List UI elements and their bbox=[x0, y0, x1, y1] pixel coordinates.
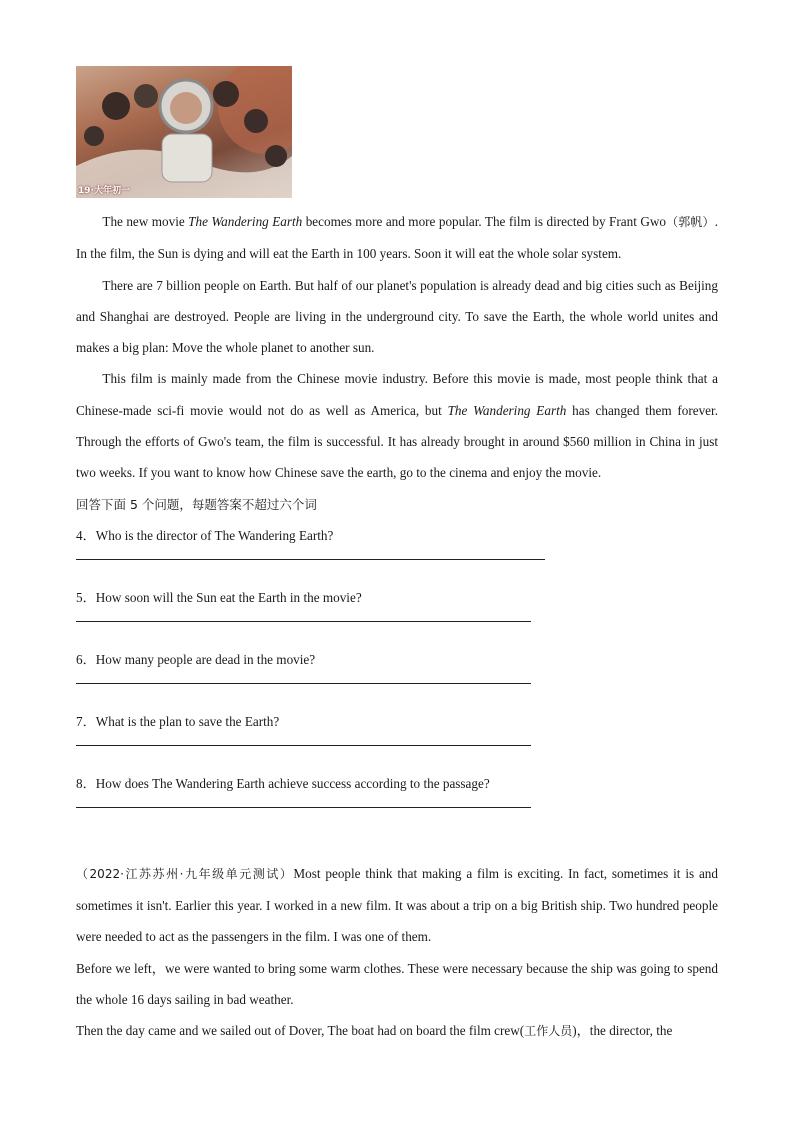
answer-line-8[interactable] bbox=[76, 799, 718, 830]
p1-text-b: becomes more and more popular. The film is directed by Frant Gwo bbox=[302, 214, 666, 229]
question-8: 8．How does The Wandering Earth achieve success according to the passage? bbox=[76, 775, 490, 791]
question-6: 6．How many people are dead in the movie? bbox=[76, 651, 316, 667]
passage2-paragraph-3 bbox=[76, 1015, 718, 1047]
passage2-p3-text-b: )，the director, the bbox=[572, 1023, 673, 1039]
question-7: 7．What is the plan to save the Earth? bbox=[76, 713, 280, 729]
p1-movie-title: The Wandering Earth bbox=[188, 214, 303, 229]
passage1-paragraph-2: There are 7 billion people on Earth. But half of our planet's population is already dead and big cities such as Beijing and Shanghai are destroyed. People are living in the underground city. To save the Earth, the whole world unites and makes a big plan: Move the whole planet to another sun. bbox=[76, 277, 718, 356]
passage2-source: （2022·江苏苏州·九年级单元测试） bbox=[76, 866, 294, 881]
answer-line-7[interactable] bbox=[76, 737, 718, 768]
answer-line-4[interactable] bbox=[76, 551, 718, 582]
passage2-p3-text-a: Then the day came and we sailed out of Dover, The boat had on board the film crew( bbox=[76, 1023, 525, 1039]
passage2-p1-text: Most people think that making a film is exciting. In fact, sometimes it is and sometimes it isn't. Earlier this year. I worked in a new film. It was about a trip on a big British ship. Two hundred people were needed to act as the passengers in the film. I was one of them. bbox=[76, 865, 718, 945]
passage2-paragraph-1 bbox=[76, 858, 718, 953]
passage2-p3-chinese: 工作人员 bbox=[524, 1024, 573, 1039]
poster-caption: 19·大年初一 bbox=[78, 186, 130, 196]
question-5: 5．How soon will the Sun eat the Earth in the movie? bbox=[76, 589, 362, 605]
passage1-paragraph-3 bbox=[76, 363, 718, 488]
question-list bbox=[76, 520, 718, 830]
p3-text-b: has changed them forever. Through the efforts of Gwo's team, the film is successful. It has already brought in around $560 million in China in just two weeks. If you want to know how Chinese save the earth, go to the cinema and enjoy the movie. bbox=[76, 402, 718, 481]
p1-chinese-name: （郭帆） bbox=[665, 215, 715, 229]
p3-text-a: This film is mainly made from the Chinese movie industry. Before this movie is made, most people think that a Chinese-made sci-fi movie would not do as well as America, but bbox=[76, 371, 718, 418]
answer-line-5[interactable] bbox=[76, 613, 718, 644]
passage1-paragraph-1 bbox=[76, 206, 718, 270]
passage2-paragraph-2: Before we left，we were wanted to bring some warm clothes. These were necessary because the ship was going to spend the whole 16 days sailing in bad weather. bbox=[76, 960, 718, 1007]
answer-line-6[interactable] bbox=[76, 675, 718, 706]
question-4: 4．Who is the director of The Wandering Earth? bbox=[76, 527, 334, 543]
p1-text-a: The new movie bbox=[102, 214, 189, 229]
document-page bbox=[76, 66, 718, 1047]
instruction-text: 回答下面 5 个问题，每题答案不超过六个词 bbox=[76, 496, 317, 512]
poster-illustration bbox=[76, 66, 292, 198]
movie-poster-image bbox=[76, 66, 292, 198]
p3-movie-title: The Wandering Earth bbox=[447, 402, 567, 418]
p1-text-c: . In the film, the Sun is dying and will eat the Earth in 100 years. Soon it will eat the whole solar system. bbox=[76, 214, 718, 262]
